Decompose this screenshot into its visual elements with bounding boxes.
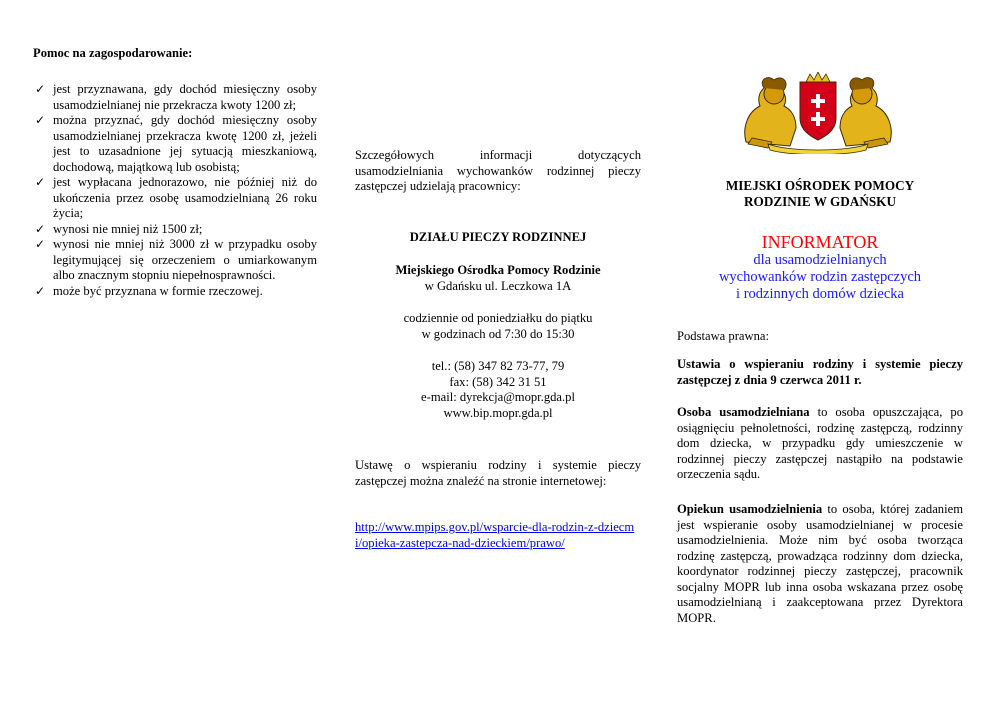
list-item: ✓ można przyznać, gdy dochód miesięczny osoby usamodzielnianej przekracza kwotę 1200 zł, jeżeli jest to uzasadnione jej sytuacją mieszkaniową, dochodową, majątkową lub osobistą;	[35, 113, 317, 174]
list-item: ✓ może być przyznana w formie rzeczowej.	[35, 283, 263, 298]
hours-time: w godzinach od 7:30 do 15:30	[421, 326, 575, 341]
legal-basis-label: Podstawa prawna:	[677, 329, 769, 343]
left-lion-icon	[745, 78, 796, 148]
definition-term: Opiekun usamodzielnienia	[677, 502, 823, 516]
checkmark-icon: ✓	[35, 221, 46, 236]
organization-name: Miejskiego Ośrodka Pomocy Rodzinie	[395, 263, 601, 277]
law-link[interactable]: http://www.mpips.gov.pl/wsparcie-dla-rodzin-z-dziecmi/opieka-zastepcza-nad-dzieckiem/prawo/	[355, 520, 635, 550]
list-item: ✓ wynosi nie mniej niż 1500 zł;	[35, 221, 203, 236]
list-item: ✓ jest przyznawana, gdy dochód miesięczny osoby usamodzielnianej nie przekracza kwoty 1200 zł;	[35, 82, 317, 112]
legal-basis: Ustawia o wspieraniu rodziny i systemie pieczy zastępczej z dnia 9 czerwca 2011 r.	[677, 357, 963, 387]
address: w Gdańsku ul. Leczkowa 1A	[424, 278, 572, 293]
office-hours	[355, 311, 641, 342]
assistance-heading: Pomoc na zagospodarowanie:	[33, 46, 193, 60]
hours-days: codziennie od poniedziałku do piątku	[403, 311, 593, 325]
gdansk-coat-of-arms-icon	[738, 72, 898, 154]
definition-opiekun: Opiekun usamodzielnienia to osoba, której zadaniem jest wspieranie osoby usamodzielnianej w procesie usamodzielnienia. Może nim być osoba tworząca rodzinę zastępczą, prowadząca rodzinny dom dziecka, koordynator rodzinnej pieczy zastępczej, pracownik socjalny MOPR lub inna osoba wskazana przez osobę usamodzielnianą i zaakceptowana przez Dyrektora MOPR.	[677, 502, 963, 625]
law-note: Ustawę o wspieraniu rodziny i systemie pieczy zastępczej można znaleźć na stronie internetowej:	[355, 458, 641, 488]
phone: tel.: (58) 347 82 73-77, 79	[431, 359, 565, 373]
list-item: ✓ jest wypłacana jednorazowo, nie później niż do ukończenia przez osobę usamodzielnianą 26 roku życia;	[35, 175, 317, 220]
department-name: DZIAŁU PIECZY RODZINNEJ	[409, 230, 587, 244]
checkmark-icon: ✓	[35, 237, 46, 251]
organization-title: MIEJSKI OŚRODEK POMOCY RODZINIE W GDAŃSKU	[725, 178, 915, 209]
website: www.bip.mopr.gda.pl	[443, 405, 553, 420]
info-intro: Szczegółowych informacji dotyczących usamodzielniania wychowanków rodzinnej pieczy zastępczej udzielają pracownicy:	[355, 148, 641, 193]
assistance-list	[33, 82, 317, 299]
checkmark-icon: ✓	[35, 82, 46, 96]
email: e-mail: dyrekcja@mopr.gda.pl	[421, 390, 575, 404]
informator-title: INFORMATOR	[761, 232, 879, 252]
list-item: ✓ wynosi nie mniej niż 3000 zł w przypadku osoby legitymującej się orzeczeniem o umiarkowanym albo znacznym stopniu niepełnosprawności.	[35, 237, 317, 282]
checkmark-icon: ✓	[35, 113, 46, 127]
contact-block	[355, 359, 641, 421]
definition-usamodzielniana: Osoba usamodzielniana to osoba opuszczająca, po osiągnięciu pełnoletności, rodzinę zastępczą, rodzinny dom dziecka, w przypadku gdy umieszczenie w rodzinnej pieczy zastępczej nastąpiło na podstawie orzeczenia sądu.	[677, 405, 964, 481]
definition-term: Osoba usamodzielniana	[677, 405, 810, 419]
checkmark-icon: ✓	[35, 283, 46, 298]
informator-subtitle: dla usamodzielnianych wychowanków rodzin zastępczych i rodzinnych domów dziecka	[718, 252, 922, 302]
organization-block	[355, 263, 641, 294]
fax: fax: (58) 342 31 51	[449, 374, 547, 389]
right-lion-icon	[840, 78, 891, 148]
checkmark-icon: ✓	[35, 175, 46, 189]
